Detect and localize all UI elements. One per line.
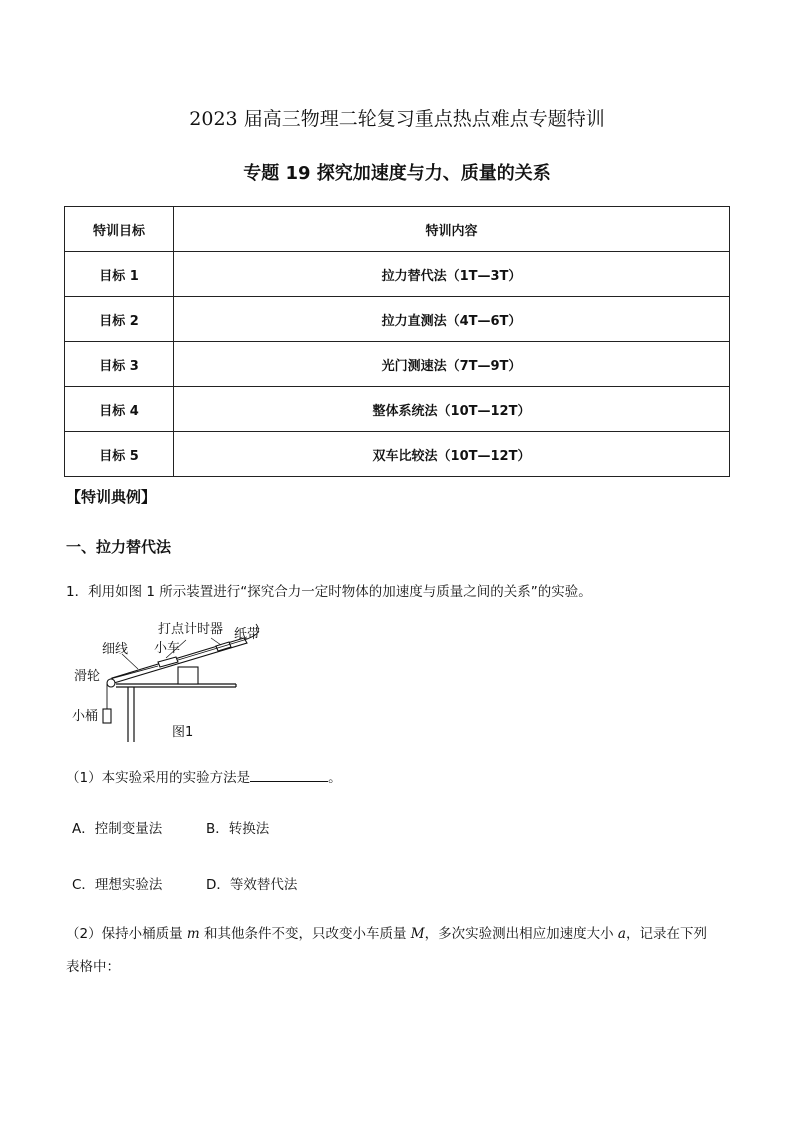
table-header-row [65, 207, 730, 252]
table-header-goal: 特训目标 [65, 207, 174, 252]
symbol-a: a [617, 926, 626, 942]
label-leader [211, 638, 221, 645]
bucket-label: 小桶 [72, 709, 99, 724]
bucket-icon [103, 709, 111, 723]
cart-label: 小车 [154, 641, 181, 656]
option-b: B．转换法 [206, 821, 270, 837]
table-header-content: 特训内容 [174, 207, 730, 252]
question-1-stem: 1．利用如图 1 所示装置进行“探究合力一定时物体的加速度与质量之间的关系”的实验。 [66, 584, 592, 600]
goal-cell: 目标 4 [65, 387, 174, 432]
question-1-part-2-line-2: 表格中： [66, 959, 120, 975]
content-cell: 整体系统法（10T—12T） [174, 387, 730, 432]
answer-blank[interactable] [250, 767, 328, 782]
pulley-icon [107, 679, 115, 687]
table-row [65, 432, 730, 477]
goal-cell: 目标 3 [65, 342, 174, 387]
table-row [65, 297, 730, 342]
figure-caption: 图1 [172, 725, 194, 740]
table-row [65, 387, 730, 432]
section-heading-examples: 【特训典例】 [66, 488, 157, 506]
string-label: 细线 [102, 642, 129, 657]
goal-cell: 目标 5 [65, 432, 174, 477]
content-cell: 拉力替代法（1T—3T） [174, 252, 730, 297]
apparatus-figure [66, 614, 306, 744]
tape-label: 纸带 [234, 627, 261, 642]
part-2-text: ，多次实验测出相应加速度大小 [424, 926, 618, 942]
goal-cell: 目标 2 [65, 297, 174, 342]
part-1-suffix: 。 [328, 770, 342, 786]
topic-subtitle: 专题 19 探究加速度与力、质量的关系 [243, 163, 551, 184]
part-2-text: 和其他条件不变，只改变小车质量 [199, 926, 411, 942]
timer-label: 打点计时器 [158, 622, 224, 637]
question-1-part-1 [66, 766, 342, 786]
content-cell: 光门测速法（7T—9T） [174, 342, 730, 387]
content-cell: 拉力直测法（4T—6T） [174, 297, 730, 342]
table-row [65, 252, 730, 297]
symbol-m: m [186, 926, 200, 942]
part-2-text: （2）保持小桶质量 [66, 926, 187, 942]
pulley-label: 滑轮 [74, 669, 101, 684]
option-d: D．等效替代法 [206, 877, 298, 893]
content-cell: 双车比较法（10T—12T） [174, 432, 730, 477]
question-1-part-2 [66, 922, 734, 942]
part-2-text: ，记录在下列 [625, 926, 707, 942]
option-c: C．理想实验法 [72, 877, 163, 893]
symbol-M: M [410, 926, 425, 942]
table-row [65, 342, 730, 387]
support-block [178, 667, 198, 684]
section-heading-one: 一、拉力替代法 [66, 538, 172, 556]
goals-table [64, 206, 730, 477]
goal-cell: 目标 1 [65, 252, 174, 297]
option-a: A．控制变量法 [72, 821, 163, 837]
part-1-prefix: （1）本实验采用的实验方法是 [66, 770, 251, 786]
document-title: 2023 届高三物理二轮复习重点热点难点专题特训 [189, 108, 605, 130]
